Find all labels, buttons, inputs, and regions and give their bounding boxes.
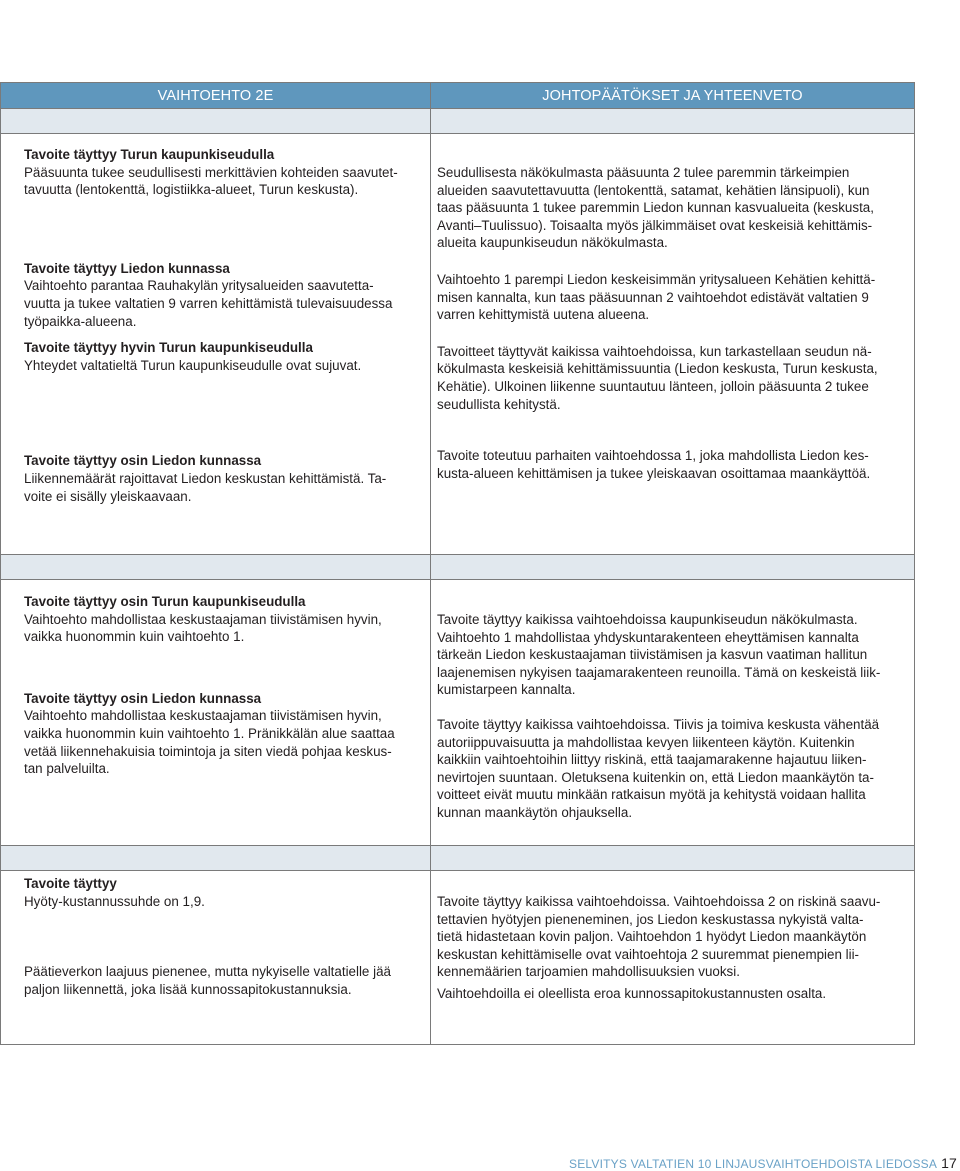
block-text-line: työpaikka-alueena. [24,313,137,329]
block-text-line: tavuutta (lentokenttä, logistiikka-alueet, Turun keskusta). [24,182,359,198]
block-text-line: varren kehittymistä uutena alueena. [437,307,650,323]
section-row [1,134,915,555]
block-text-line: Pääsuunta tukee seudullisesti merkittävien kohteiden saavutet- [24,164,398,180]
block-text-line: Vaihtoehto 1 mahdollistaa yhdyskuntarakenteen eheyttämisen kannalta [437,629,859,645]
block-text-line: kusta-alueen kehittämisen ja tukee yleiskaavan osoittamaa maankäyttöä. [437,465,871,481]
block-text-line: Avanti–Tuulissuo). Toisaalta myös jälkimmäiset ovat keskeisiä kehittämis- [437,217,873,233]
section1-right [431,134,914,482]
section1-left [1,134,430,505]
block-title: Tavoite täyttyy osin Turun kaupunkiseudulla [24,594,306,609]
header-right: JOHTOPÄÄTÖKSET JA YHTEENVETO [431,83,915,109]
block-text-line: tärkeän Liedon keskustaajaman tiivistämisen ja kasvun vaatiman hallitun [437,647,868,663]
comparison-table [0,82,915,1045]
block-text-line: seudullista kehitystä. [437,396,561,412]
block-text-line: kaikkiin vaihtoehtoihin liittyy riskinä, että taajamarakenne hajautuu liiken- [437,752,867,768]
block-text-line: keskustan kehittämiselle ovat vaihtoehtoja 2 suuremmat pienempien lii- [437,946,860,962]
block-text-line: kökulmasta keskeisiä kehittämissuuntia (Liedon keskusta, Turun keskusta, [437,361,878,377]
block-text-line: Tavoite täyttyy kaikissa vaihtoehdoissa kaupunkiseudun näkökulmasta. [437,612,858,627]
block-text-line: Hyöty-kustannussuhde on 1,9. [24,893,205,909]
block-text-line: paljon liikennettä, joka lisää kunnossapitokustannuksia. [24,981,352,997]
block-text-line: tettavien hyötyjen pieneneminen, jos Liedon keskustassa nykyistä valta- [437,911,864,927]
block-title: Tavoite täyttyy osin Liedon kunnassa [24,690,262,706]
page-number: 17 [941,1155,958,1171]
band-row [1,555,915,580]
block-text-line: kennemäärien tarjoamien mahdollisuuksien vuoksi. [437,964,740,980]
block-title: Tavoite täyttyy [24,876,117,891]
section-row [1,871,915,1045]
block-text-line: kumistarpeen kannalta. [437,682,576,698]
block-title: Tavoite täyttyy osin Liedon kunnassa [24,453,262,469]
block-text-line: Vaihtoehdoilla ei oleellista eroa kunnossapitokustannusten osalta. [437,985,827,1001]
block-text-line: Yhteydet valtatieltä Turun kaupunkiseudulle ovat sujuvat. [24,357,362,373]
block-text-line: Tavoitteet täyttyvät kaikissa vaihtoehdoissa, kun tarkastellaan seudun nä- [437,343,872,359]
block-text-line: voitteet eivät muutu minkään ratkaisun myötä ja kehitystä voidaan hallita [437,787,866,803]
block-text-line: Liikennemäärät rajoittavat Liedon keskustan kehittämistä. Ta- [24,470,387,486]
block-text-line: vaikka huonommin kuin vaihtoehto 1. Pränikkälän alue saattaa [24,725,395,741]
page-footer [569,1155,957,1171]
block-text-line: Vaihtoehto mahdollistaa keskustaajaman tiivistämisen hyvin, [24,611,382,627]
block-text-line: vuutta ja tukee valtatien 9 varren kehittämistä tulevaisuudessa [24,295,393,311]
block-text-line: Seudullisesta näkökulmasta pääsuunta 2 tulee paremmin tärkeimpien [437,165,850,180]
block-text-line: Vaihtoehto parantaa Rauhakylän yritysalueiden saavutetta- [24,278,374,294]
block-text-line: tan palveluilta. [24,761,110,777]
block-title: Tavoite täyttyy Turun kaupunkiseudulla [24,147,275,162]
block-text-line: Tavoite toteutuu parhaiten vaihtoehdossa 1, joka mahdollista Liedon kes- [437,448,869,464]
block-text-line: Päätieverkon laajuus pienenee, mutta nykyiselle valtatielle jää [24,964,391,980]
section2-right [431,580,914,822]
block-text-line: alueiden saavutettavuutta (lentokenttä, satamat, kehätien länsipuoli), kun [437,182,870,198]
block-title: Tavoite täyttyy Liedon kunnassa [24,260,230,276]
block-text-line: Vaihtoehto 1 parempi Liedon keskeisimmän yritysalueen Kehätien kehittä- [437,271,876,287]
block-text-line: autoriippuvaisuutta ja mahdollistaa kevyen liikenteen käytön. Kuitenkin [437,734,855,750]
block-text-line: alueita kaupunkiseudun näkökulmasta. [437,235,668,251]
block-text-line: Kehätie). Ulkoinen liikenne suuntautuu länteen, jolloin pääsuunta 2 tukee [437,378,869,394]
block-text-line: taas pääsuunta 1 tukee paremmin Liedon kunnan kasvualueita (keskusta, [437,200,874,216]
block-text-line: Tavoite täyttyy kaikissa vaihtoehdoissa. Vaihtoehdoissa 2 on riskinä saavu- [437,894,881,909]
block-text-line: vaikka huonommin kuin vaihtoehto 1. [24,629,245,645]
table-header-row [1,83,915,109]
section2-left [1,580,430,778]
header-left: VAIHTOEHTO 2E [1,83,431,109]
block-text-line: kunnan maankäytön ohjauksella. [437,804,633,820]
section3-left [1,871,430,998]
footer-title: SELVITYS VALTATIEN 10 LINJAUSVAIHTOEHDOISTA LIEDOSSA [569,1157,938,1171]
block-text-line: voite ei sisälly yleiskaavaan. [24,488,192,504]
band-row [1,109,915,134]
section3-right [431,871,914,1003]
block-text-line: laajenemisen nykyisen taajamarakenteen reunoilla. Tämä on keskeistä liik- [437,664,881,680]
band-row [1,846,915,871]
block-text-line: misen kannalta, kun taas pääsuunnan 2 vaihtoehdot edistävät valtatien 9 [437,289,869,305]
block-title: Tavoite täyttyy hyvin Turun kaupunkiseudulla [24,340,313,356]
block-text-line: vetää liikennehakuisia toimintoja ja siten viedä pohjaa keskus- [24,743,392,759]
block-text-line: Tavoite täyttyy kaikissa vaihtoehdoissa. Tiivis ja toimiva keskusta vähentää [437,716,880,732]
section-row [1,580,915,846]
block-text-line: Vaihtoehto mahdollistaa keskustaajaman tiivistämisen hyvin, [24,708,382,724]
block-text-line: tietä hidastetaan kovin paljon. Vaihtoehdon 1 hyödyt Liedon maankäytön [437,929,867,945]
block-text-line: nevirtojen suuntaan. Oletuksena kuitenkin on, että Liedon maankäytön ta- [437,769,874,785]
